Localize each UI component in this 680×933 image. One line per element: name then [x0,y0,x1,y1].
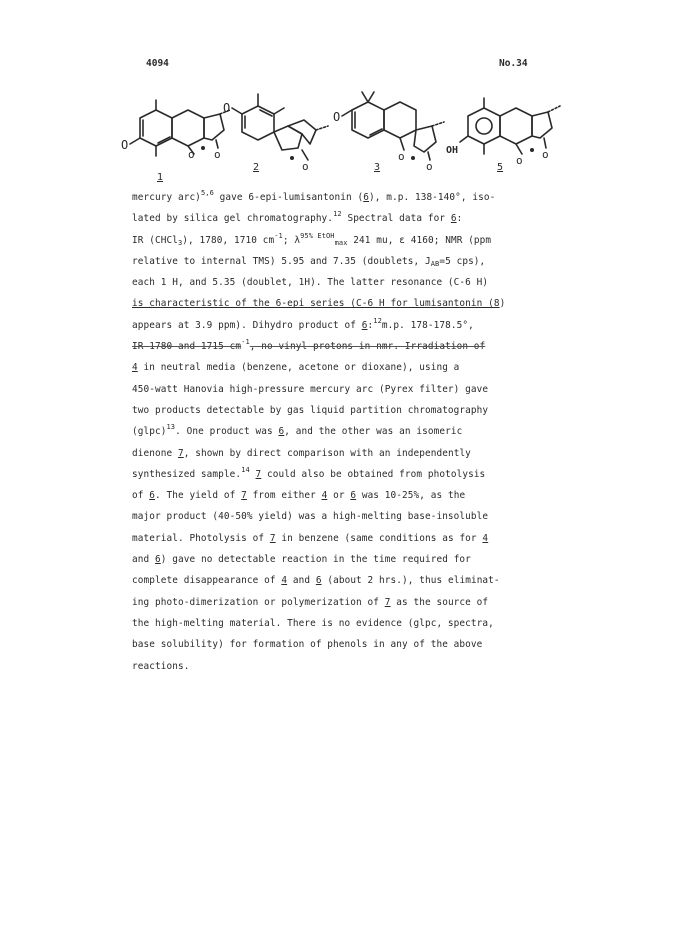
text-segment: relative to internal TMS) 5.95 and 7.35 (doublets, J [132,255,431,267]
text-segment: 7 [269,532,276,544]
text-segment: (glpc) [132,426,167,438]
text-segment: AB [430,259,440,268]
svg-text:o: o [398,150,405,163]
text-line [132,485,552,506]
text-segment: gave 6-epi-lumisantonin ( [213,192,364,203]
svg-text:o: o [188,148,195,161]
text-line [132,379,552,400]
text-segment: 4 [281,575,288,587]
text-segment: 95% EtOH [300,231,335,240]
text-segment: and [287,575,316,587]
text-line [132,506,552,527]
text-segment: in neutral media (benzene, acetone or dioxane), using a [137,362,460,374]
text-line [132,208,552,229]
text-segment: could also be obtained from photolysis [261,468,486,480]
text-segment: 6 [154,554,161,566]
text-segment: 6 [363,192,369,203]
text-segment: is characteristic of the 6-epi series (C-6 H for lumisantonin ( [132,298,494,310]
text-segment: dienone [132,447,178,459]
text-segment: 241 mu, ε 4160; NMR (ppm [347,234,492,246]
text-segment: 5,6 [200,189,214,197]
svg-text:o: o [426,160,433,173]
text-line [132,613,552,634]
structure-label-5: 5 [497,162,504,173]
text-segment: as the source of [390,596,489,608]
text-segment: the high-melting material. There is no evidence (glpc, spectra, [132,617,494,629]
svg-text:O: O [223,101,231,115]
text-segment: 3 [177,238,183,247]
text-segment: -1 [241,338,250,347]
svg-text:O: O [121,138,129,152]
text-segment: . One product was [175,426,279,438]
text-segment: . The yield of [154,490,242,502]
structure-2-drawing [223,94,328,173]
text-segment: 6 [315,575,322,587]
text-line [132,634,552,655]
text-segment: or [327,490,351,502]
text-segment: 7 [255,468,262,480]
text-line [132,528,552,549]
text-segment: -1 [274,231,283,240]
text-segment: 6 [278,426,285,438]
text-segment: ; λ [282,234,301,246]
text-segment: 4 [482,532,489,544]
body-text [132,187,552,677]
text-segment: ), 1780, 1710 cm [182,234,275,246]
text-segment: appears at 3.9 ppm). Dihydro product of [132,319,362,331]
text-segment: two products detectable by gas liquid partition chromatography [132,404,489,416]
structure-label-2: 2 [253,162,260,173]
svg-text:OH: OH [446,145,459,156]
text-line [132,315,552,336]
text-line [132,293,552,314]
text-line [132,272,552,293]
structure-5-drawing [446,98,560,167]
chemical-structures-figure [112,86,572,192]
text-segment: ), m.p. 138-140°, iso- [369,192,496,203]
text-segment: synthesized sample. [132,468,242,480]
text-segment: 6 [361,319,368,331]
text-line [132,251,552,272]
text-segment: of [132,490,150,502]
text-segment: IR (CHCl [132,234,178,246]
text-segment: 4 [321,490,328,502]
text-segment: 450-watt Hanovia high-pressure mercury arc (Pyrex filter) gave [132,383,489,395]
text-segment: Spectral data for [341,213,451,225]
text-segment: lated by silica gel chromatography. [132,213,334,225]
text-line [132,592,552,613]
text-segment: , shown by direct comparison with an independently [183,447,471,459]
structure-label-3: 3 [374,162,381,173]
text-segment: 6 [450,213,457,225]
page-number: 4094 [146,58,169,69]
svg-text:o: o [302,160,309,173]
structure-1-drawing [121,100,230,161]
text-segment: 6 [149,490,155,502]
text-segment: 12 [333,210,342,219]
text-line [132,336,552,357]
text-segment: major product (40-50% yield) was a high-melting base-insoluble [132,511,489,523]
text-segment: 6 [350,490,357,502]
text-segment: 7 [241,490,247,502]
text-segment: : [456,213,463,225]
text-segment: IR 1780 and 1715 cm [132,341,242,353]
text-line [132,443,552,464]
structure-label-1: 1 [157,172,164,183]
text-segment: 7 [384,596,391,608]
text-segment: and [132,554,155,566]
text-segment: , and the other was an isomeric [284,426,463,438]
text-segment: ) gave no detectable reaction in the time required for [160,554,471,566]
svg-text:O: O [333,110,341,124]
text-segment: max [334,238,348,247]
svg-text:o: o [542,148,549,161]
text-line [132,187,552,208]
text-line [132,464,552,485]
text-segment: in benzene (same conditions as for [275,532,483,544]
text-segment: , no vinyl protons in nmr. Irradiation of [249,341,486,353]
journal-issue: No.34 [499,58,528,69]
text-segment: complete disappearance of [132,575,282,587]
text-segment: from either [246,490,322,502]
text-segment: m.p. 178-178.5°, [381,319,474,331]
text-segment: reactions. [132,660,190,672]
text-segment: each 1 H, and 5.35 (doublet, 1H). The latter resonance (C-6 H) [132,277,489,289]
text-line [132,656,552,677]
text-segment: 7 [177,447,184,459]
text-segment: was 10-25%, as the [356,490,466,502]
text-segment: 12 [373,316,382,325]
text-segment: 4 [132,362,138,374]
text-line [132,230,552,251]
text-segment: (about 2 hrs.), thus eliminat- [321,575,500,587]
text-segment: 13 [166,423,176,432]
text-segment: base solubility) for formation of phenols in any of the above [132,639,483,651]
text-segment: ) [499,298,506,310]
text-line [132,549,552,570]
text-segment: 8 [493,298,500,310]
text-segment: =5 cps), [439,255,486,267]
svg-text:o: o [214,148,221,161]
text-segment: ing photo-dimerization or polymerization of [132,596,385,608]
svg-text:o: o [516,154,523,167]
text-segment: material. Photolysis of [132,532,270,544]
text-line [132,400,552,421]
text-line [132,421,552,442]
text-segment: 14 [241,465,250,474]
text-line [132,357,552,378]
text-line [132,570,552,591]
text-segment: mercury arc) [132,192,201,203]
structure-3-drawing [333,92,444,173]
text-segment: : [367,319,374,331]
